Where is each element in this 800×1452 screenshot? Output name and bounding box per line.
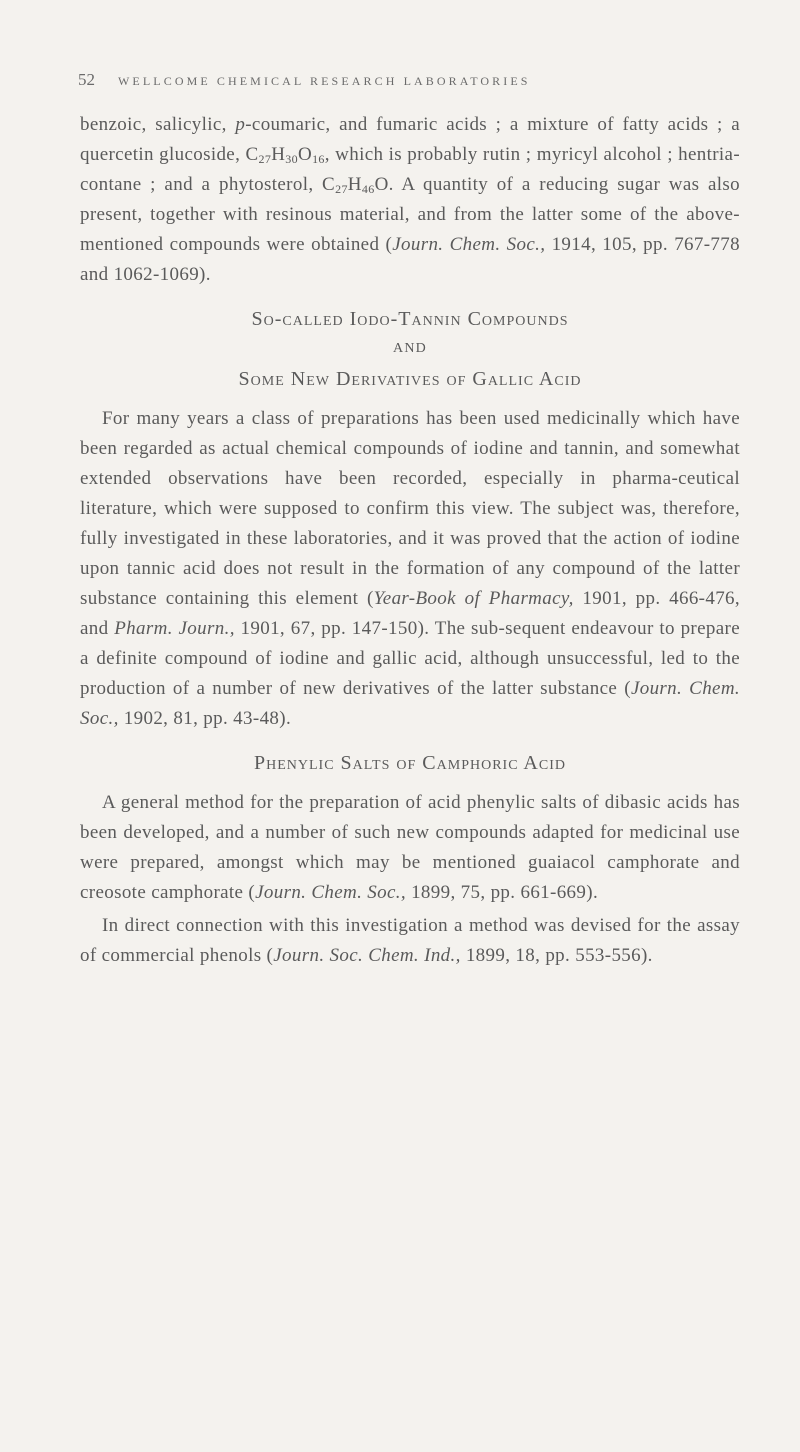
running-head-title: WELLCOME CHEMICAL RESEARCH LABORATORIES [118, 74, 531, 88]
body-text [80, 110, 740, 971]
text-run: , which is probably rutin ; myricyl alcohol ; hentria-contane ; and a phytosterol, C [80, 144, 741, 195]
text-run: For many years a class of preparations has been used medicinally which have been regarded as actual chemical compounds of iodine and tannin, and somewhat extended observations have been recorded, especially in pharma-ceutical literature, which were supposed to confirm this view. The subject was, therefore, fully investigated in these laboratories, and it was proved that the action of iodine upon tannic acid does not result in the formation of any compound of the latter substance containing this element ( [80, 408, 740, 609]
running-head [78, 70, 738, 90]
citation-journal: Year-Book of Pharmacy, [373, 588, 574, 609]
text-run-italic: p [235, 114, 246, 135]
text-run: In direct connection with this investigation a method was devised for the assay of commercial phenols ( [80, 915, 740, 966]
paragraph-iodo-tannin [80, 404, 740, 734]
section-heading-camphoric-acid: Phenylic Salts of Camphoric Acid [254, 752, 566, 774]
text-run: 1899, 75, pp. 661-669). [405, 882, 599, 903]
formula-subscript: 30 [285, 152, 298, 166]
section-heading-iodo-tannin: So-called Iodo-Tannin Compounds [251, 308, 569, 330]
page-number: 52 [78, 70, 95, 89]
paragraph-phenol-assay [80, 911, 740, 971]
text-run: 1899, 18, pp. 553-556). [460, 945, 653, 966]
section-heading-conjunction: AND [393, 341, 427, 356]
citation-journal: Journ. Chem. Soc., [392, 234, 546, 255]
text-run: 1901, 67, pp. 147-150). The sub-sequent endeavour to prepare a definite compound of iodine and gallic acid, although unsuccessful, led to the production of a number of new derivatives of the latter substance ( [80, 618, 740, 699]
text-run: 1901, pp. 466-476, and [80, 588, 741, 639]
citation-journal: Pharm. Journ., [114, 618, 235, 639]
text-run: H [347, 174, 362, 195]
paragraph-phenylic-salts [80, 788, 740, 908]
citation-journal: Journ. Soc. Chem. Ind., [273, 945, 461, 966]
text-run: -coumaric, and fumaric acids ; a mixture of fatty acids ; a quercetin glucoside, C [80, 114, 741, 165]
formula-subscript: 46 [361, 182, 375, 196]
text-run: 1902, 81, pp. 43-48). [118, 708, 292, 729]
paragraph-continued [80, 110, 740, 290]
formula-subscript: 27 [258, 152, 272, 166]
text-run: 1914, 105, pp. 767-778 and 1062-1069). [80, 234, 740, 285]
citation-journal: Journ. Chem. Soc., [80, 678, 740, 729]
text-run: H [271, 144, 286, 165]
formula-subscript: 16 [312, 152, 325, 166]
text-run: O [297, 144, 313, 165]
text-run: A general method for the preparation of acid phenylic salts of dibasic acids has been developed, and a number of such new compounds adapted for medicinal use were prepared, amongst which may be mentioned guaiacol camphorate and creosote camphorate ( [80, 792, 740, 903]
text-run: benzoic, salicylic, [80, 114, 236, 135]
section-heading-gallic-acid: Some New Derivatives of Gallic Acid [238, 368, 582, 390]
text-run: O. A quantity of a reducing sugar was also present, together with resinous material, and from the latter some of the above-mentioned compounds were obtained ( [80, 174, 741, 255]
formula-subscript: 27 [335, 182, 348, 196]
citation-journal: Journ. Chem. Soc., [255, 882, 406, 903]
